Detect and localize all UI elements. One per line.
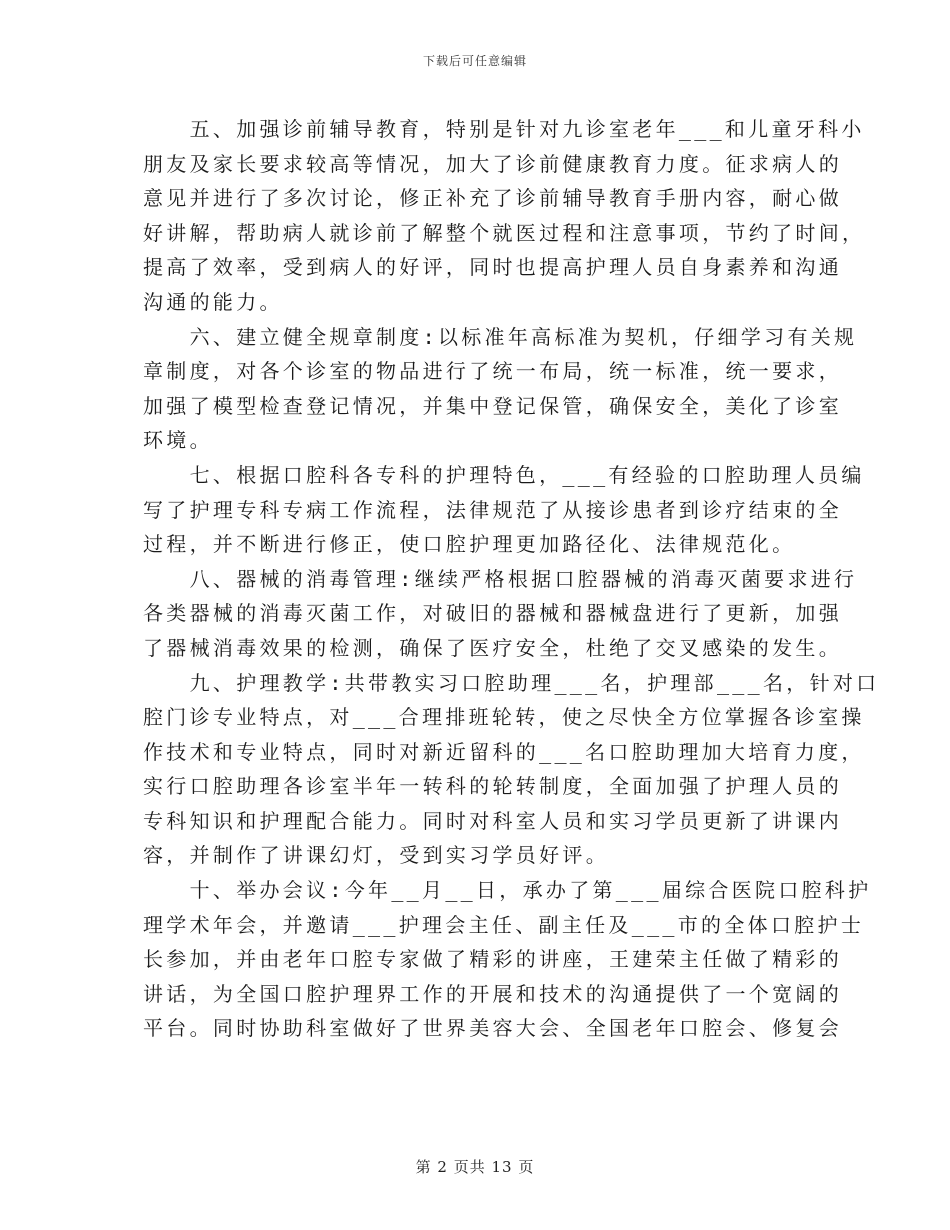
paragraph-line: 章制度，对各个诊室的物品进行了统一布局，统一标准，统一要求， bbox=[143, 359, 842, 384]
paragraph-5 bbox=[143, 112, 866, 320]
paragraph-line: 写了护理专科专病工作流程，法律规范了从接诊患者到诊疗结束的全 bbox=[143, 497, 842, 522]
paragraph-line: 加强了模型检查登记情况，并集中登记保管，确保安全，美化了诊室 bbox=[143, 393, 842, 418]
paragraph-line: 五、加强诊前辅导教育，特别是针对九诊室老年___和儿童牙科小 bbox=[143, 117, 865, 141]
paragraph-line: 作技术和专业特点，同时对新近留科的___名口腔助理加大培育力度， bbox=[143, 739, 865, 764]
paragraph-line: 各类器械的消毒灭菌工作，对破旧的器械和器械盘进行了更新，加强 bbox=[143, 601, 842, 626]
paragraph-line: 过程，并不断进行修正，使口腔护理更加路径化、法律规范化。 bbox=[143, 532, 796, 557]
paragraph-line: 容，并制作了讲课幻灯，受到实习学员好评。 bbox=[143, 843, 609, 868]
paragraph-line: 提高了效率，受到病人的好评，同时也提高护理人员自身素养和沟通 bbox=[143, 255, 842, 280]
paragraph-10 bbox=[143, 873, 872, 1046]
paragraph-line: 朋友及家长要求较高等情况，加大了诊前健康教育力度。征求病人的 bbox=[143, 151, 842, 176]
paragraph-line: 意见并进行了多次讨论，修正补充了诊前辅导教育手册内容，耐心做 bbox=[143, 186, 842, 211]
paragraph-8 bbox=[143, 562, 858, 666]
paragraph-line: 好讲解，帮助病人就诊前了解整个就医过程和注意事项，节约了时间， bbox=[143, 220, 866, 245]
paragraph-line: 理学术年会，并邀请___护理会主任、副主任及___市的全体口腔护士 bbox=[143, 912, 865, 937]
page-number: 第 2 页共 13 页 bbox=[415, 1158, 535, 1176]
paragraph-6 bbox=[143, 320, 858, 458]
paragraph-line: 沟通的能力。 bbox=[143, 289, 283, 314]
paragraph-line: 环境。 bbox=[143, 428, 213, 453]
paragraph-7 bbox=[143, 458, 865, 562]
paragraph-line: 平台。同时协助科室做好了世界美容大会、全国老年口腔会、修复会 bbox=[143, 1016, 842, 1041]
document-body bbox=[143, 112, 880, 1046]
paragraph-line: 十、举办会议:今年__月__日，承办了第___届综合医院口腔科护 bbox=[143, 878, 872, 903]
paragraph-line: 专科知识和护理配合能力。同时对科室人员和实习学员更新了讲课内 bbox=[143, 808, 842, 833]
paragraph-line: 七、根据口腔科各专科的护理特色，___有经验的口腔助理人员编 bbox=[143, 462, 865, 487]
paragraph-line: 实行口腔助理各诊室半年一转科的轮转制度，全面加强了护理人员的 bbox=[143, 774, 842, 799]
paragraph-line: 八、器械的消毒管理:继续严格根据口腔器械的消毒灭菌要求进行 bbox=[143, 566, 858, 591]
paragraph-line: 长参加，并由老年口腔专家做了精彩的讲座，王建荣主任做了精彩的 bbox=[143, 947, 842, 972]
page-header-note: 下载后可任意编辑 bbox=[422, 54, 527, 68]
paragraph-9 bbox=[143, 666, 880, 874]
paragraph-line: 了器械消毒效果的检测，确保了医疗安全，杜绝了交叉感染的发生。 bbox=[143, 635, 842, 660]
paragraph-line: 讲话，为全国口腔护理界工作的开展和技术的沟通提供了一个宽阔的 bbox=[143, 981, 842, 1006]
paragraph-line: 六、建立健全规章制度:以标准年高标准为契机，仔细学习有关规 bbox=[143, 324, 858, 349]
paragraph-line: 九、护理教学:共带教实习口腔助理___名，护理部___名，针对口 bbox=[143, 670, 880, 695]
paragraph-line: 腔门诊专业特点，对___合理排班轮转，使之尽快全方位掌握各诊室操 bbox=[143, 705, 865, 730]
